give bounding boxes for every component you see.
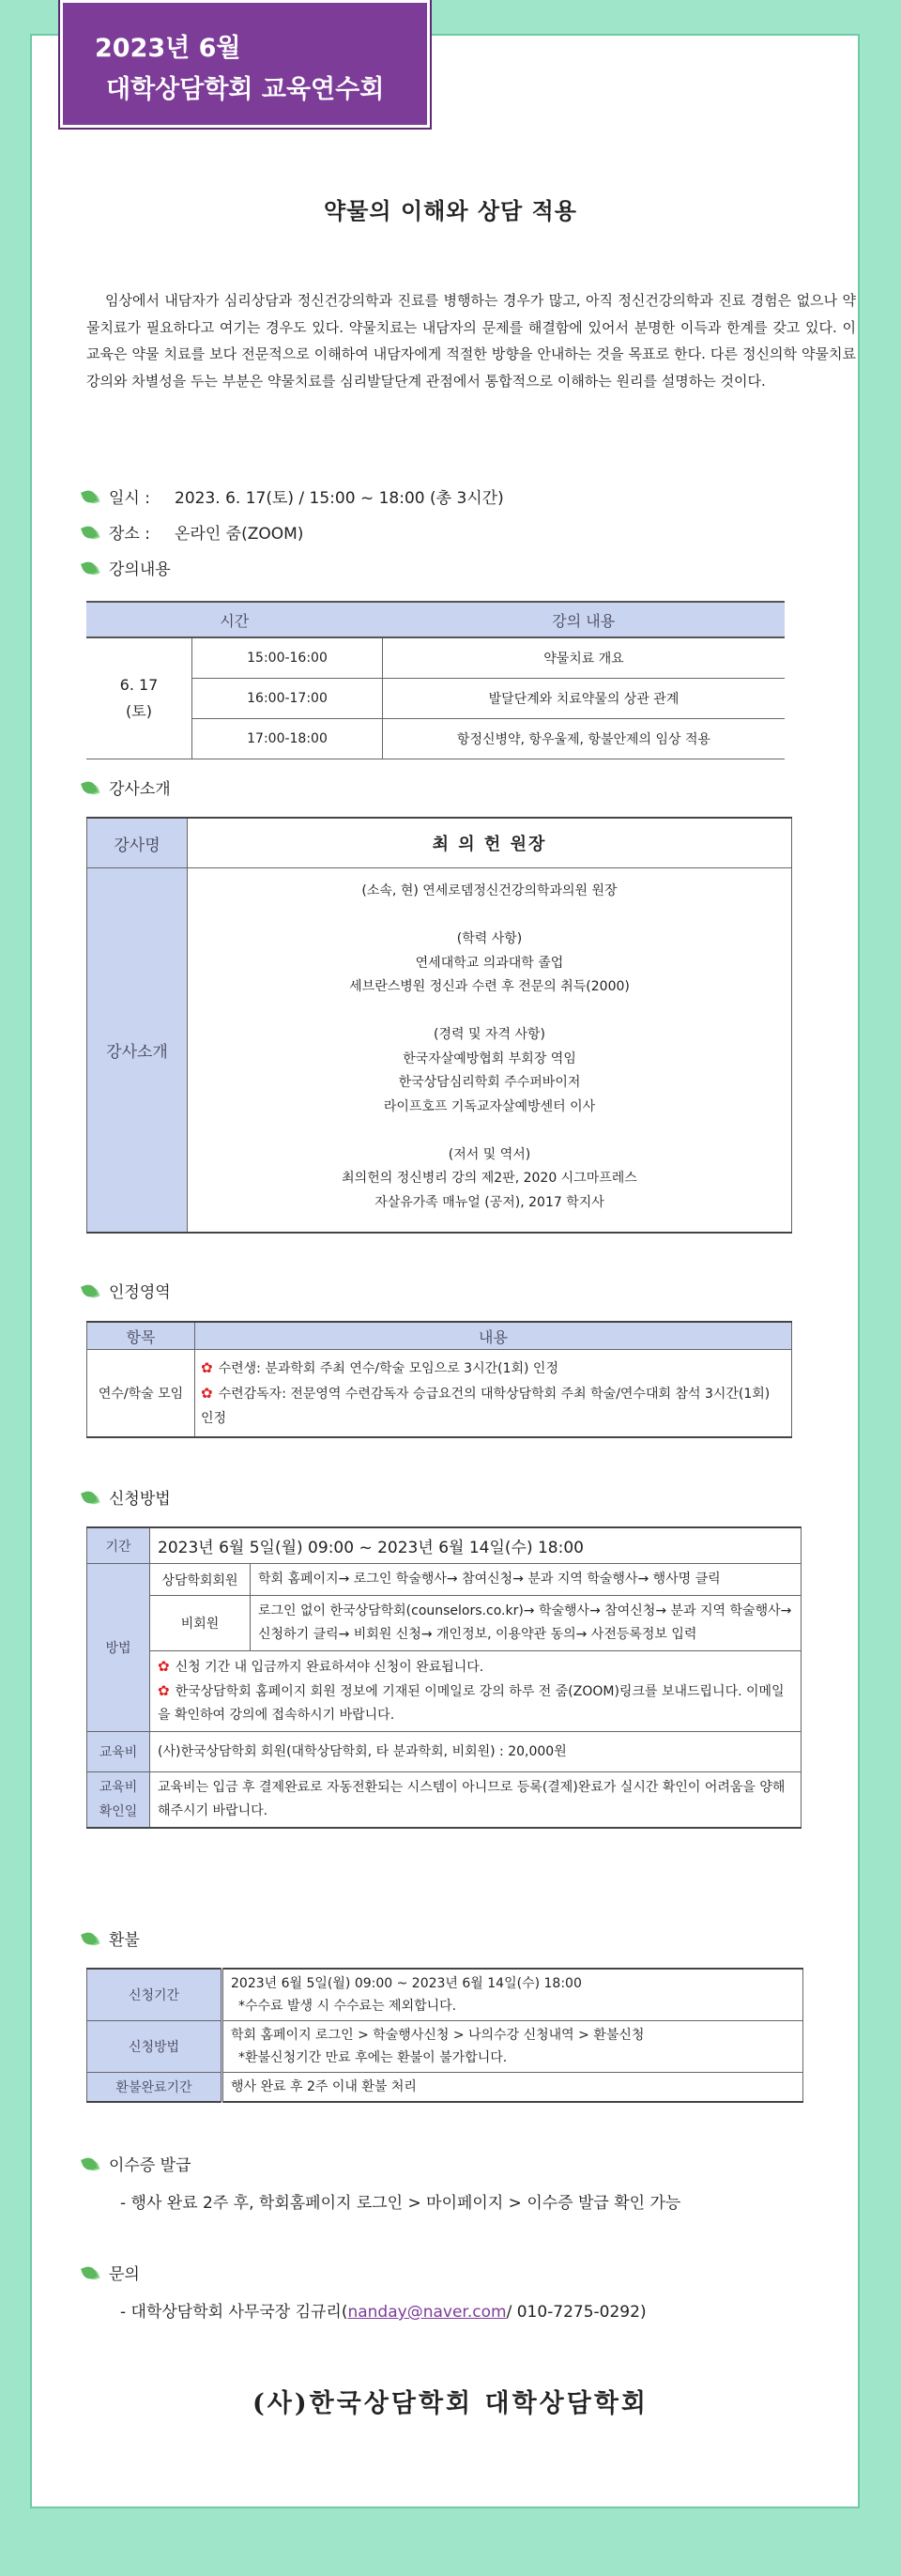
fee-label: 교육비 bbox=[87, 1732, 150, 1772]
bio-line: 최의헌의 정신병리 강의 제2판, 2020 시그마프레스 bbox=[342, 1171, 637, 1186]
lecture-heading-text: 강의내용 bbox=[109, 560, 171, 579]
schedule-content: 항정신병약, 항우울제, 항불안제의 임상 적용 bbox=[383, 719, 786, 759]
member-label: 상담학회회원 bbox=[150, 1564, 251, 1596]
bio-line: (경력 및 자격 사항) bbox=[434, 1027, 545, 1042]
date-line bbox=[83, 484, 504, 508]
bio-line: 세브란스병원 정신과 수련 후 전문의 취득(2000) bbox=[349, 979, 630, 994]
place-line bbox=[83, 520, 303, 544]
page-title: 약물의 이해와 상담 적용 bbox=[324, 198, 577, 224]
schedule-date-weekday: (토) bbox=[126, 702, 152, 720]
leaf-icon bbox=[81, 1489, 98, 1506]
table-row bbox=[86, 679, 785, 719]
schedule-col-content: 강의 내용 bbox=[383, 602, 786, 637]
apply-notes bbox=[150, 1651, 802, 1732]
confirm-label-line: 교육비 bbox=[99, 1780, 138, 1795]
certificate-heading bbox=[83, 2152, 191, 2175]
banner-line2: 대학상담학회 교육연수회 bbox=[106, 75, 385, 104]
credits-item: 연수/학술 모임 bbox=[87, 1350, 195, 1438]
instructor-bio bbox=[188, 868, 792, 1234]
apply-period: 2023년 6월 5일(월) 09:00 ~ 2023년 6월 14일(수) 18:00 bbox=[150, 1527, 802, 1564]
header-banner bbox=[60, 0, 430, 128]
credit-line-text: 수련생: 분과학회 주최 연수/학술 모임으로 3시간(1회) 인정 bbox=[218, 1361, 558, 1376]
certificate-heading-text: 이수증 발급 bbox=[109, 2156, 191, 2175]
apply-note-text: 한국상담학회 홈페이지 회원 정보에 기재된 이메일로 강의 하루 전 줌(ZOOM)링크를 보내드립니다. 이메일을 확인하여 강의에 접속하시기 바랍니다. bbox=[158, 1684, 785, 1723]
bio-line bbox=[188, 904, 791, 928]
schedule-table bbox=[86, 601, 785, 759]
leaf-icon bbox=[81, 1930, 98, 1947]
leaf-icon bbox=[81, 488, 98, 505]
instructor-table bbox=[86, 817, 792, 1234]
apply-method-label: 방법 bbox=[87, 1564, 150, 1732]
apply-heading bbox=[83, 1485, 171, 1509]
leaf-icon bbox=[81, 2155, 98, 2172]
apply-table bbox=[86, 1526, 802, 1829]
schedule-time: 16:00-17:00 bbox=[192, 679, 383, 719]
leaf-icon bbox=[81, 779, 98, 796]
apply-period-label: 기간 bbox=[87, 1527, 150, 1564]
schedule-col-time: 시간 bbox=[86, 602, 383, 637]
footer-org-name: (사)한국상담학회 대학상담학회 bbox=[252, 2389, 649, 2418]
contact-email-link[interactable]: nanday@naver.com bbox=[347, 2303, 507, 2322]
leaf-icon bbox=[81, 1282, 98, 1299]
confirm-text: 교육비는 입금 후 결제완료로 자동전환되는 시스템이 아니므로 등록(결제)완료가 실시간 확인이 어려움을 양해해주시기 바랍니다. bbox=[150, 1772, 802, 1829]
table-row bbox=[86, 719, 785, 759]
bio-line bbox=[188, 1000, 791, 1024]
schedule-time: 17:00-18:00 bbox=[192, 719, 383, 759]
flower-icon: ✿ bbox=[158, 1682, 170, 1699]
credit-line-text: 수련감독자: 전문영역 수련감독자 승급요건의 대학상담학회 주최 학술/연수대회 참석 3시간(1회) 인정 bbox=[201, 1387, 771, 1426]
refund-period bbox=[222, 1969, 803, 2021]
schedule-date bbox=[86, 637, 192, 759]
apply-note bbox=[158, 1679, 793, 1727]
intro-paragraph: 임상에서 내담자가 심리상담과 정신건강의학과 진료를 병행하는 경우가 많고, 아직 정신건강의학과 진료 경험은 없으나 약물치료가 필요하다고 여기는 경우도 있다. 약물치료는 내담자의 문제를 해결함에 있어서 분명한 이득과 한계를 갖고 있다. 이 교육은 약물 치료를 보다 전문적으로 이해하여 내담자에게 적절한 방향을 안내하는 것을 목표로 한다. 다른 정신의학 약물치료 강의와 차별성을 두는 부분은 약물치료를 심리발달단계 관점에서 통합적으로 이해하는 원리를 설명하는 것이다. bbox=[86, 292, 856, 390]
bio-line: (소속, 현) 연세로뎀정신건강의학과의원 원장 bbox=[361, 883, 618, 898]
refund-method-label: 신청방법 bbox=[87, 2021, 222, 2073]
bio-line: 연세대학교 의과대학 졸업 bbox=[415, 955, 564, 971]
banner-line1: 2023년 6월 bbox=[95, 34, 241, 63]
leaf-icon bbox=[81, 2264, 98, 2281]
credits-heading-text: 인정영역 bbox=[109, 1283, 171, 1302]
bio-line: 라이프호프 기독교자살예방센터 이사 bbox=[383, 1098, 596, 1114]
schedule-content: 약물치료 개요 bbox=[383, 637, 786, 679]
contact-heading-text: 문의 bbox=[109, 2265, 140, 2284]
flower-icon: ✿ bbox=[201, 1359, 213, 1376]
bio-line: (학력 사항) bbox=[456, 931, 523, 946]
contact-prefix: - 대학상담학회 사무국장 김규리( bbox=[120, 2303, 348, 2322]
credit-line bbox=[201, 1381, 786, 1431]
lecture-heading bbox=[83, 556, 171, 579]
schedule-time: 15:00-16:00 bbox=[192, 637, 383, 679]
credits-col-content: 내용 bbox=[195, 1322, 792, 1350]
member-text: 학회 홈페이지→ 로그인 학술행사→ 참여신청→ 분과 지역 학술행사→ 행사명 클릭 bbox=[251, 1564, 802, 1596]
instructor-name: 최 의 헌 원장 bbox=[188, 818, 792, 868]
refund-method bbox=[222, 2021, 803, 2073]
refund-method-note: *환불신청기간 만료 후에는 환불이 불가합니다. bbox=[238, 2050, 508, 2065]
bio-line bbox=[188, 1119, 791, 1143]
apply-note-text: 신청 기간 내 입금까지 완료하셔야 신청이 완료됩니다. bbox=[175, 1660, 484, 1675]
refund-heading bbox=[83, 1926, 140, 1950]
credit-line bbox=[201, 1356, 786, 1381]
credits-content bbox=[195, 1350, 792, 1438]
refund-period-line: 2023년 6월 5일(월) 09:00 ~ 2023년 6월 14일(수) 18:00 bbox=[231, 1976, 582, 1991]
bio-line: 한국상담심리학회 주수퍼바이저 bbox=[398, 1075, 581, 1090]
refund-table bbox=[86, 1968, 803, 2103]
apply-heading-text: 신청방법 bbox=[109, 1490, 171, 1509]
fee-value: (사)한국상담학회 회원(대학상담학회, 타 분과학회, 비회원) : 20,000원 bbox=[150, 1732, 802, 1772]
leaf-icon bbox=[81, 524, 98, 541]
refund-method-line: 학회 홈페이지 로그인 > 학술행사신청 > 나의수강 신청내역 > 환불신청 bbox=[231, 2028, 645, 2043]
bio-line: 한국자살예방협회 부회장 역임 bbox=[403, 1050, 576, 1066]
flower-icon: ✿ bbox=[158, 1658, 170, 1675]
refund-period-note: *수수료 발생 시 수수료는 제외합니다. bbox=[238, 1999, 457, 2014]
refund-period-label: 신청기간 bbox=[87, 1969, 222, 2021]
date-label: 일시 : bbox=[109, 489, 150, 508]
credits-col-item: 항목 bbox=[87, 1322, 195, 1350]
schedule-content: 발달단계와 치료약물의 상관 관계 bbox=[383, 679, 786, 719]
date-value: 2023. 6. 17(토) / 15:00 ~ 18:00 (총 3시간) bbox=[175, 489, 504, 508]
contact-suffix: / 010-7275-0292) bbox=[506, 2303, 647, 2322]
instructor-name-label: 강사명 bbox=[87, 818, 188, 868]
credits-heading bbox=[83, 1279, 171, 1302]
confirm-label-line: 확인일 bbox=[99, 1804, 138, 1819]
bio-line: 자살유가족 매뉴얼 (공저), 2017 학지사 bbox=[374, 1194, 604, 1210]
instructor-heading-text: 강사소개 bbox=[109, 780, 171, 799]
place-label: 장소 : bbox=[109, 525, 150, 544]
flower-icon: ✿ bbox=[201, 1385, 213, 1402]
place-value: 온라인 줌(ZOOM) bbox=[175, 525, 304, 544]
apply-note bbox=[158, 1655, 793, 1679]
table-row bbox=[86, 637, 785, 679]
confirm-label bbox=[87, 1772, 150, 1829]
content-panel bbox=[30, 34, 860, 2508]
bio-line: (저서 및 역서) bbox=[448, 1146, 531, 1162]
instructor-bio-label: 강사소개 bbox=[87, 868, 188, 1234]
nonmember-text: 로그인 없이 한국상담학회(counselors.co.kr)→ 학술행사→ 참여신청→ 분과 지역 학술행사→ 신청하기 클릭→ 비회원 신청→ 개인정보, 이용약관 동의→ 사전등록정보 입력 bbox=[251, 1596, 802, 1651]
contact-heading bbox=[83, 2261, 140, 2284]
refund-done-label: 환불완료기간 bbox=[87, 2073, 222, 2103]
certificate-text: - 행사 완료 2주 후, 학회홈페이지 로그인 > 마이페이지 > 이수증 발급 확인 가능 bbox=[120, 2194, 681, 2213]
refund-done: 행사 완료 후 2주 이내 환불 처리 bbox=[222, 2073, 803, 2103]
leaf-icon bbox=[81, 560, 98, 576]
nonmember-label: 비회원 bbox=[150, 1596, 251, 1651]
schedule-date-day: 6. 17 bbox=[119, 676, 159, 694]
instructor-heading bbox=[83, 775, 171, 799]
refund-heading-text: 환불 bbox=[109, 1931, 140, 1950]
contact-line bbox=[120, 2298, 647, 2322]
credits-table bbox=[86, 1321, 792, 1438]
